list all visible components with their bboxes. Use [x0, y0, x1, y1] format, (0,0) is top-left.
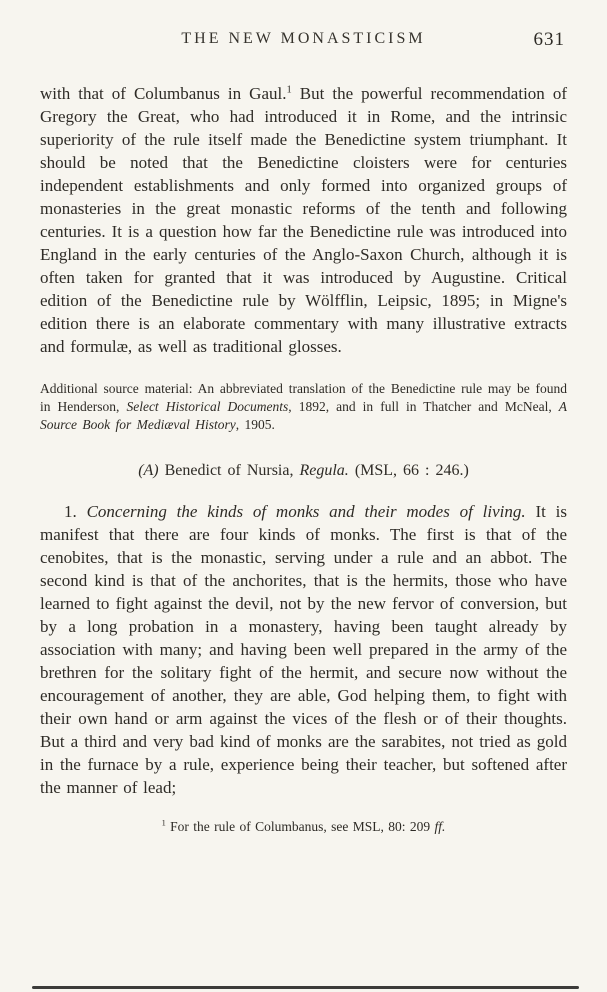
source-note: Additional source material: An abbreviated translation of the Benedictine rule may be found in Henderson, Select Historical Documents, 1892, and in full in Thatcher and McNeal, A Source Book for Mediæval History, 1905. — [40, 381, 567, 432]
page-number: 631 — [533, 29, 565, 50]
chapter-title: THE NEW MONASTICISM — [181, 30, 426, 47]
body-paragraph-continuation: with that of Columbanus in Gaul.$^1$ But the powerful recommendation of Gregory the Great, who had introduced it in Rome, and the intrinsic superiority of the rule itself made the Benedictine system triumphant. It should be noted that the Benedictine cloisters were for centuries independent establishments and only formed into organized groups of monasteries in the great monastic reforms of the tenth and following centuries. It is a question how far the Benedictine rule was introduced into England in the early centuries of the Anglo-Saxon Church, although it is often taken for granted that it was introduced by Augustine. Critical edition of the Benedictine rule by Wölfflin, Leipsic, 1895; in Migne's edition there is an elaborate commentary with many illustrative extracts and formulæ, as well as traditional glosses. — [40, 84, 567, 356]
scan-edge-artifact — [32, 986, 579, 989]
body-paragraph-rule-text: 1. Concerning the kinds of monks and their modes of living. It is manifest that there are four kinds of monks. The first is that of the cenobites, that is the monastic, serving under a rule and an abbot. The second kind is that of the anchorites, that is the hermits, those who have learned to fight against the devil, not by the new fervor of conversion, but by a long probation in a monastery, having been taught already by association with many; and having been well prepared in the army of the brethren for the solitary fight of the hermit, and secure now without the encouragement of another, they are able, God helping them, to fight with their own hand or arm against the vices of the flesh or of their thoughts. But a third and very bad kind of monks are the sarabites, not tried as gold in the furnace by a rule, experience being their teacher, but softened after the manner of lead; — [40, 502, 567, 797]
section-heading: (A) Benedict of Nursia, Regula. (MSL, 66 : 246.) — [138, 462, 469, 479]
running-header — [40, 30, 567, 58]
footnote: $^1$ For the rule of Columbanus, see MSL, 80: 209 ff. — [161, 818, 446, 834]
